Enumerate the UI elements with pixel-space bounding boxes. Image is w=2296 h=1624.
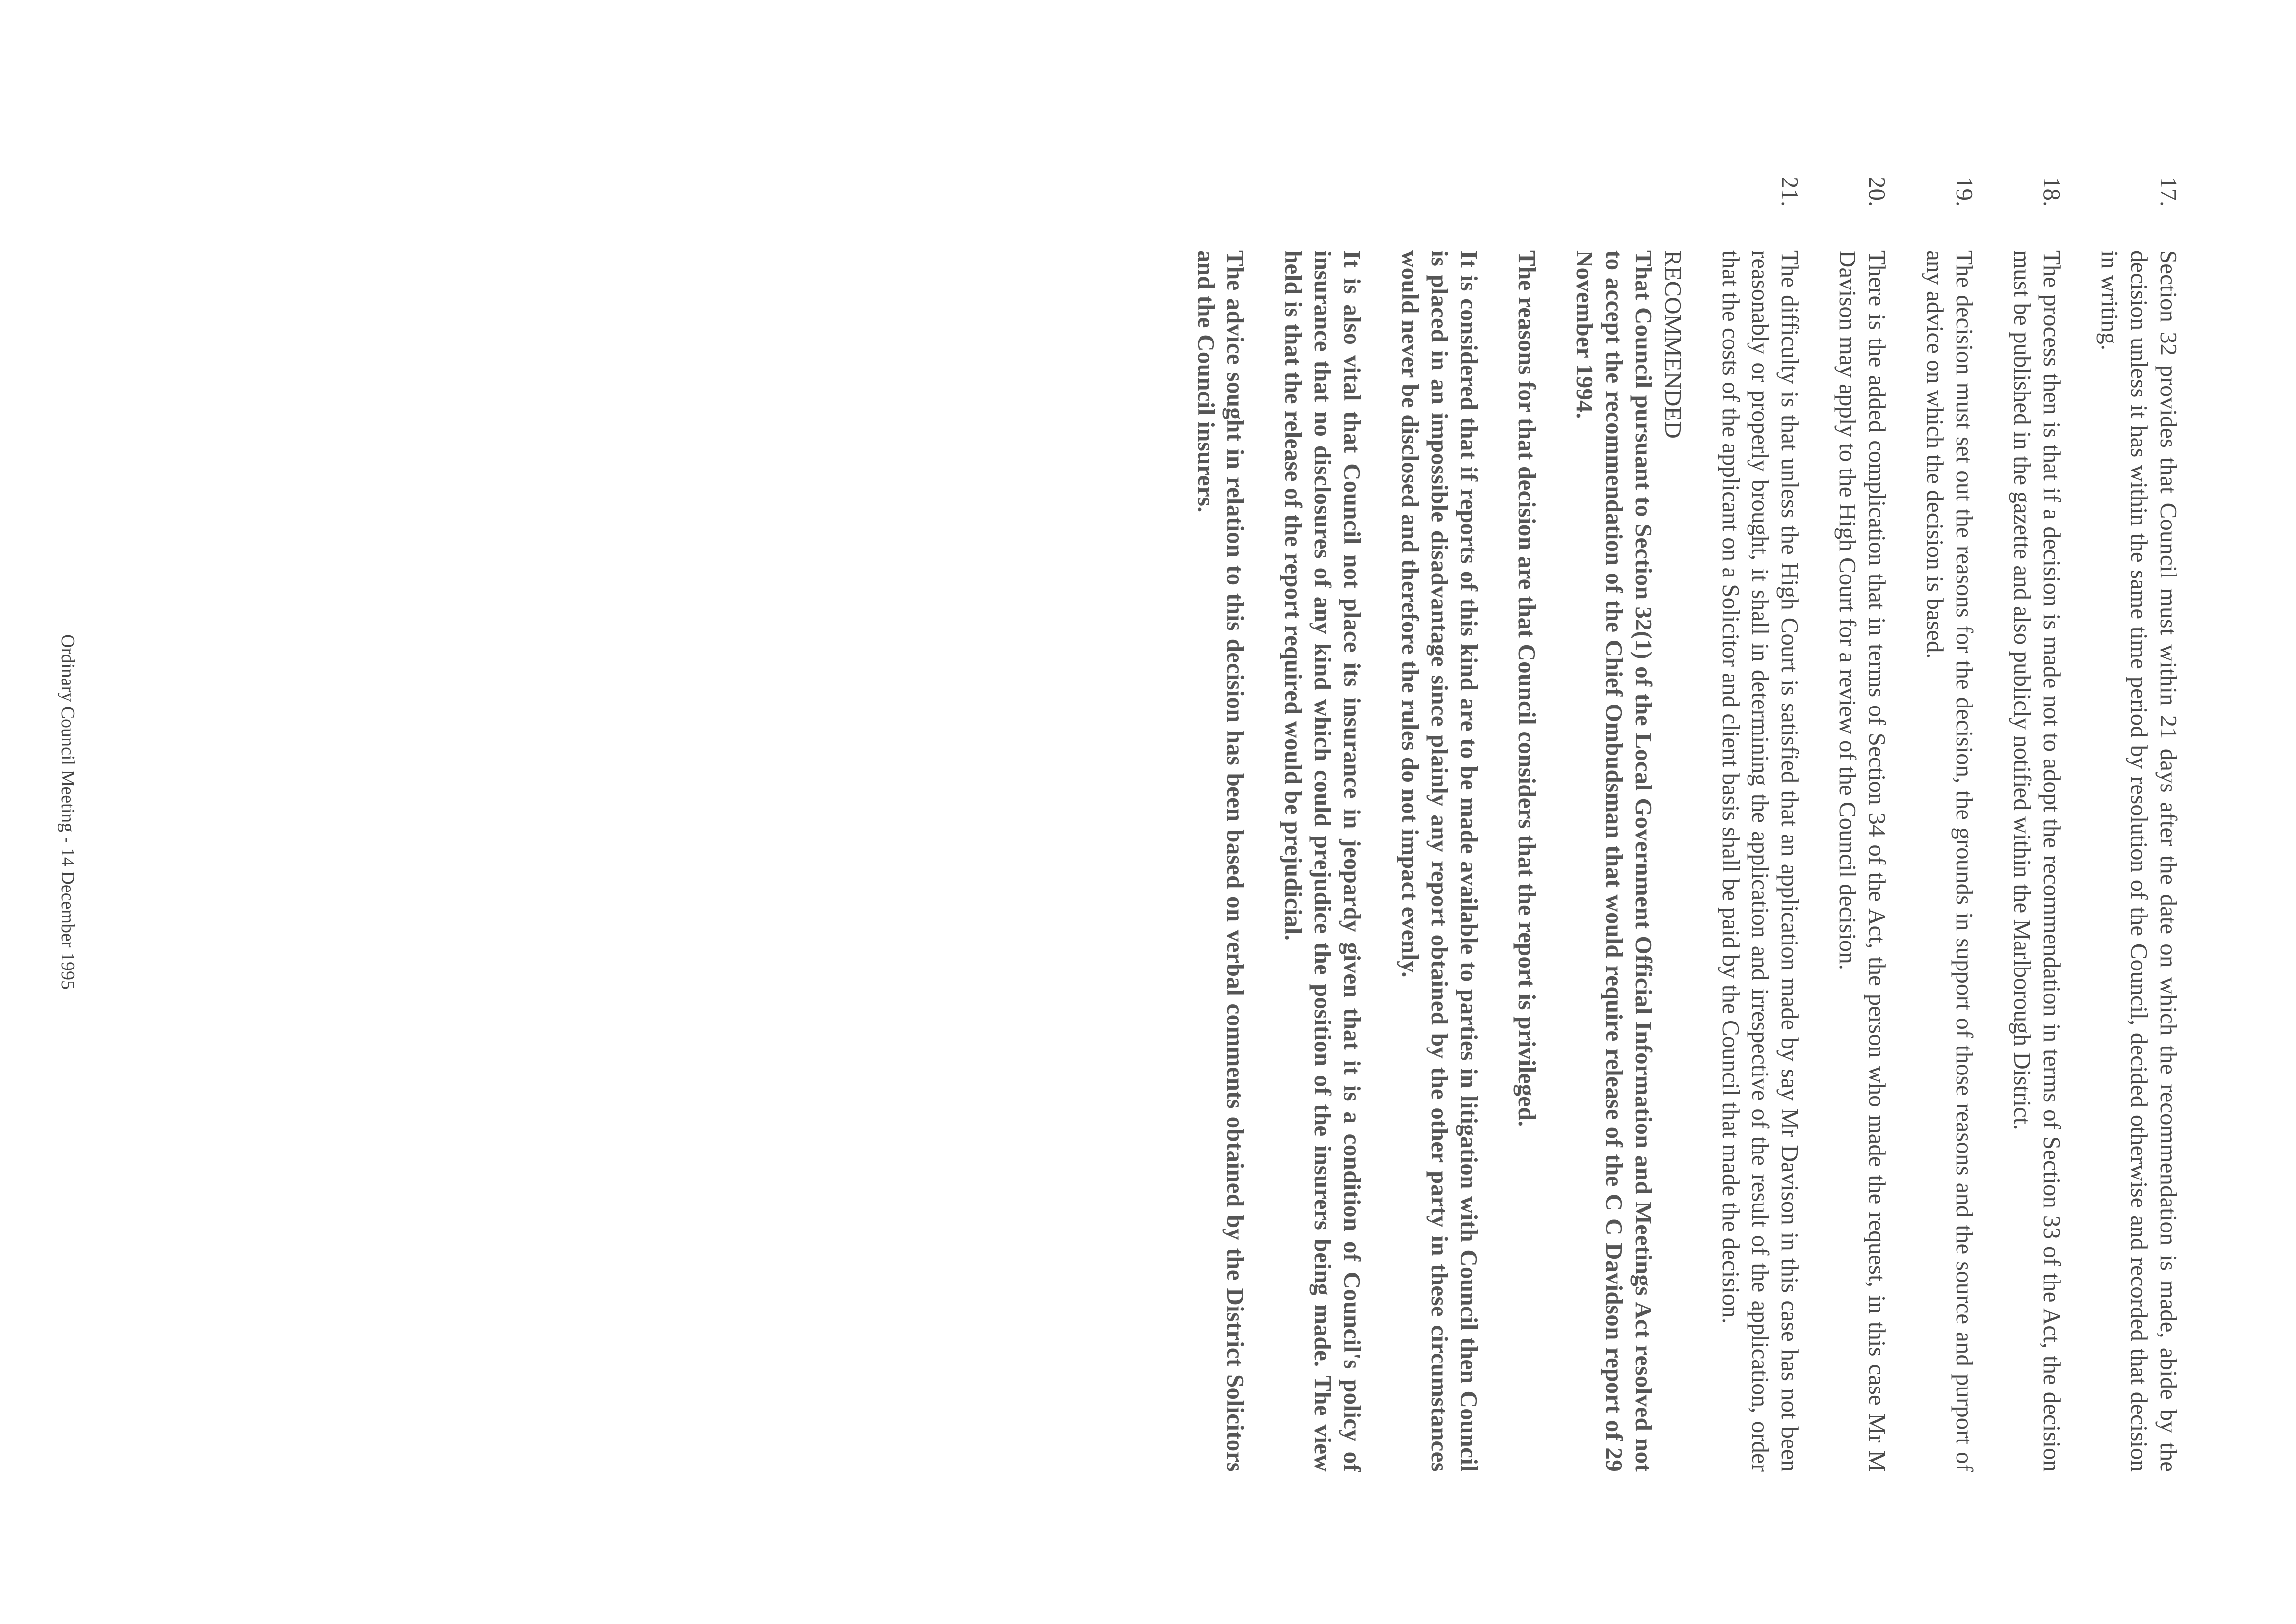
numbered-paragraph-21 xyxy=(1716,177,1804,1472)
document-body xyxy=(1163,177,2183,1472)
advice-paragraph-block xyxy=(1191,250,1250,1472)
insurance-paragraph: It is also vital that Council not place its insurance in jeopardy given that it is a condition of Council's policy of insurance that no disclosures of any kind which could prejudice the position of the insurers being made. The view held is that the release of the report required would be prejudicial. xyxy=(1280,250,1366,1472)
considered-paragraph-block xyxy=(1395,250,1484,1472)
paragraph-number: 20. xyxy=(1864,177,1891,207)
paragraph-number: 21. xyxy=(1776,177,1803,207)
numbered-paragraph-19 xyxy=(1920,177,1979,1472)
paragraph-number: 19. xyxy=(1951,177,1978,207)
paragraph-number: 18. xyxy=(2038,177,2065,207)
advice-paragraph: The advice sought in relation to this decision has been based on verbal comments obtained by the District Solicitors and the Council insurers. xyxy=(1193,250,1249,1472)
paragraph-text: The difficulty is that unless the High Court is satisfied that an application made by say Mr Davison in this case has not been reasonably or properly brought, it shall in determining the application and irrespective of the result of the application, order that the costs of the applicant on a Solicitor and client basis shall be paid by the Council that made the decision. xyxy=(1718,250,1803,1472)
paragraph-text: The process then is that if a decision is made not to adopt the recommendation in terms of Section 33 of the Act, the decision must be published in the gazette and also publicly notified within the Marlborough District. xyxy=(2009,250,2065,1472)
numbered-paragraph-20 xyxy=(1833,177,1892,1472)
paragraph-text: There is the added complication that in terms of Section 34 of the Act, the person who made the request, in this case Mr M Davison may apply to the High Court for a review of the Council decision. xyxy=(1834,250,1891,1472)
paragraph-number: 17. xyxy=(2155,177,2182,207)
reasons-paragraph-block xyxy=(1512,250,1541,1472)
recommended-heading: RECOMMENDED xyxy=(1660,250,1687,439)
numbered-paragraph-17 xyxy=(2095,177,2183,1472)
considered-paragraph: It is considered that if reports of this kind are to be made available to parties in litigation with Council then Council is placed in an impossible disadvantage since plainly any report obtained by the other party in these circumstances would never be disclosed and therefore the rules do not impact evenly. xyxy=(1397,250,1483,1472)
numbered-paragraph-18 xyxy=(2008,177,2066,1472)
page-footer: Ordinary Council Meeting - 14 December 1995 xyxy=(57,634,78,990)
insurance-paragraph-block xyxy=(1278,250,1367,1472)
recommendation-resolution: That Council pursuant to Section 32(1) of the Local Government Official Information and Meetings Act resolved not to accept the recommendation of the Chief Ombudsman that would require release of the C C Davidson report of 29 November 1994. xyxy=(1571,250,1657,1472)
recommended-section xyxy=(1570,250,1688,1472)
decision-reasons: The reasons for that decision are that Council considers that the report is privileged. xyxy=(1513,250,1540,1127)
paragraph-text: The decision must set out the reasons for the decision, the grounds in support of those reasons and the source and purport of any advice on which the decision is based. xyxy=(1922,250,1978,1472)
paragraph-text: Section 32 provides that Council must within 21 days after the date on which the recommendation is made, abide by the decision unless it has within the same time period by resolution of the Council, decided otherwise and recorded that decision in writing. xyxy=(2096,250,2182,1472)
